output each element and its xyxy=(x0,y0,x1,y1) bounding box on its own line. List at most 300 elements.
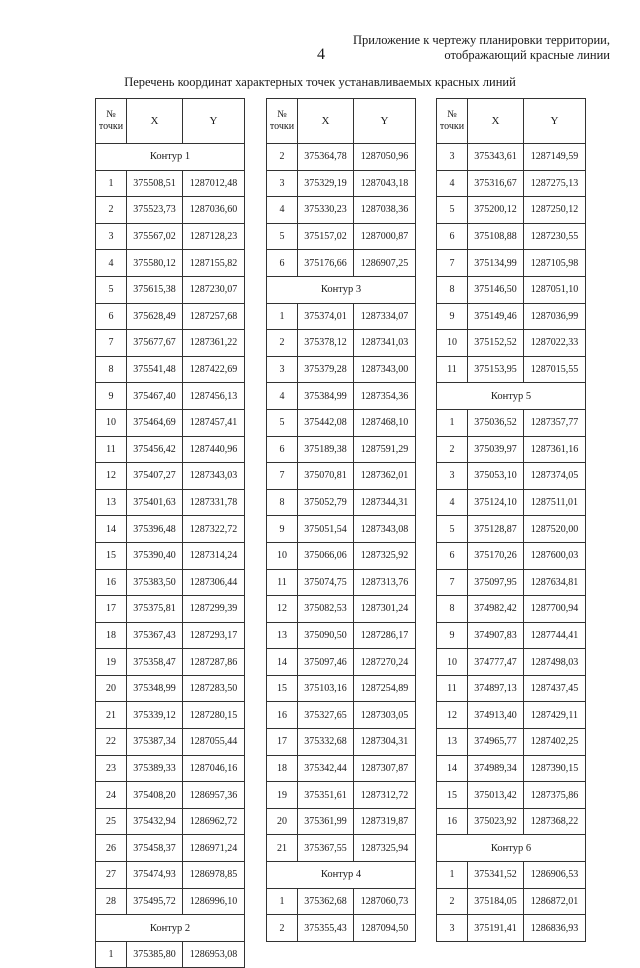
y-coordinate: 1287700,94 xyxy=(524,596,586,623)
point-number: 20 xyxy=(267,808,298,835)
y-coordinate: 1287275,13 xyxy=(524,170,586,197)
point-number: 10 xyxy=(267,542,298,569)
point-number: 3 xyxy=(437,144,468,171)
x-coordinate: 375379,28 xyxy=(298,356,354,383)
table-row xyxy=(96,888,245,915)
y-coordinate: 1287270,24 xyxy=(354,649,416,676)
y-coordinate: 1287230,07 xyxy=(183,276,245,303)
table-row xyxy=(96,862,245,889)
contour-label: Контур 1 xyxy=(96,144,245,171)
table-row xyxy=(437,888,586,915)
point-number: 8 xyxy=(437,596,468,623)
table-row xyxy=(267,542,416,569)
table-row xyxy=(267,755,416,782)
coordinates-table-column-1 xyxy=(95,98,245,968)
table-row xyxy=(267,409,416,436)
table-row xyxy=(437,702,586,729)
point-number: 19 xyxy=(267,782,298,809)
y-coordinate: 1287283,50 xyxy=(183,675,245,702)
y-coordinate: 1287361,16 xyxy=(524,436,586,463)
point-number: 15 xyxy=(437,782,468,809)
x-coordinate: 375103,16 xyxy=(298,675,354,702)
x-coordinate: 375389,33 xyxy=(127,755,183,782)
table-row xyxy=(96,675,245,702)
x-coordinate: 375361,99 xyxy=(298,808,354,835)
table-row xyxy=(96,197,245,224)
x-coordinate: 375367,55 xyxy=(298,835,354,862)
y-coordinate: 1287343,03 xyxy=(183,463,245,490)
x-coordinate: 375184,05 xyxy=(468,888,524,915)
point-number: 6 xyxy=(267,250,298,277)
x-coordinate: 375615,38 xyxy=(127,276,183,303)
table-row xyxy=(267,436,416,463)
y-coordinate: 1287511,01 xyxy=(524,489,586,516)
point-number: 17 xyxy=(96,596,127,623)
x-coordinate: 375677,67 xyxy=(127,330,183,357)
y-coordinate: 1287022,33 xyxy=(524,330,586,357)
x-coordinate: 375153,95 xyxy=(468,356,524,383)
y-coordinate: 1287304,31 xyxy=(354,729,416,756)
x-coordinate: 375358,47 xyxy=(127,649,183,676)
y-coordinate: 1287331,78 xyxy=(183,489,245,516)
point-number: 11 xyxy=(267,569,298,596)
point-number: 19 xyxy=(96,649,127,676)
point-number: 1 xyxy=(437,409,468,436)
y-coordinate: 1287313,76 xyxy=(354,569,416,596)
table-row xyxy=(267,197,416,224)
y-coordinate: 1286907,25 xyxy=(354,250,416,277)
point-number: 1 xyxy=(96,941,127,968)
header-point-number: № точки xyxy=(437,99,468,144)
x-coordinate: 375374,01 xyxy=(298,303,354,330)
x-coordinate: 375052,79 xyxy=(298,489,354,516)
table-row xyxy=(437,330,586,357)
y-coordinate: 1287468,10 xyxy=(354,409,416,436)
table-row xyxy=(437,596,586,623)
contour-row xyxy=(267,276,416,303)
table-row xyxy=(267,223,416,250)
x-coordinate: 375191,41 xyxy=(468,915,524,942)
y-coordinate: 1286906,53 xyxy=(524,862,586,889)
x-coordinate: 375375,81 xyxy=(127,596,183,623)
table-row xyxy=(96,702,245,729)
y-coordinate: 1287390,15 xyxy=(524,755,586,782)
contour-label: Контур 6 xyxy=(437,835,586,862)
table-row xyxy=(96,622,245,649)
point-number: 21 xyxy=(267,835,298,862)
point-number: 1 xyxy=(96,170,127,197)
table-row xyxy=(437,356,586,383)
table-row xyxy=(267,782,416,809)
point-number: 3 xyxy=(437,915,468,942)
y-coordinate: 1287036,99 xyxy=(524,303,586,330)
x-coordinate: 375330,23 xyxy=(298,197,354,224)
table-row xyxy=(437,755,586,782)
point-number: 6 xyxy=(437,223,468,250)
x-coordinate: 375456,42 xyxy=(127,436,183,463)
point-number: 9 xyxy=(267,516,298,543)
y-coordinate: 1287000,87 xyxy=(354,223,416,250)
y-coordinate: 1287344,31 xyxy=(354,489,416,516)
y-coordinate: 1287456,13 xyxy=(183,383,245,410)
contour-row xyxy=(437,835,586,862)
table-row xyxy=(267,356,416,383)
y-coordinate: 1286957,36 xyxy=(183,782,245,809)
table-row xyxy=(437,649,586,676)
y-coordinate: 1287043,18 xyxy=(354,170,416,197)
x-coordinate: 374913,40 xyxy=(468,702,524,729)
x-coordinate: 375036,52 xyxy=(468,409,524,436)
y-coordinate: 1287050,96 xyxy=(354,144,416,171)
point-number: 3 xyxy=(437,463,468,490)
table-row xyxy=(267,569,416,596)
y-coordinate: 1287402,25 xyxy=(524,729,586,756)
x-coordinate: 375351,61 xyxy=(298,782,354,809)
y-coordinate: 1287319,87 xyxy=(354,808,416,835)
point-number: 18 xyxy=(267,755,298,782)
y-coordinate: 1287520,00 xyxy=(524,516,586,543)
coordinates-table-column-3 xyxy=(436,98,586,942)
y-coordinate: 1286836,93 xyxy=(524,915,586,942)
x-coordinate: 375467,40 xyxy=(127,383,183,410)
table-row xyxy=(267,835,416,862)
y-coordinate: 1287634,81 xyxy=(524,569,586,596)
contour-row xyxy=(96,144,245,171)
x-coordinate: 375316,67 xyxy=(468,170,524,197)
point-number: 17 xyxy=(267,729,298,756)
page-number: 4 xyxy=(317,46,325,63)
header-line-1: Приложение к чертежу планировки территории, xyxy=(352,33,610,47)
y-coordinate: 1287343,08 xyxy=(354,516,416,543)
coordinates-table xyxy=(266,98,416,942)
table-row xyxy=(437,170,586,197)
y-coordinate: 1287287,86 xyxy=(183,649,245,676)
table-row xyxy=(437,250,586,277)
x-coordinate: 375378,12 xyxy=(298,330,354,357)
table-row xyxy=(267,463,416,490)
point-number: 1 xyxy=(437,862,468,889)
y-coordinate: 1287440,96 xyxy=(183,436,245,463)
y-coordinate: 1286872,01 xyxy=(524,888,586,915)
coordinates-table xyxy=(436,98,586,942)
x-coordinate: 375401,63 xyxy=(127,489,183,516)
table-header-row xyxy=(267,99,416,144)
y-coordinate: 1286962,72 xyxy=(183,808,245,835)
table-row xyxy=(96,383,245,410)
point-number: 2 xyxy=(96,197,127,224)
point-number: 14 xyxy=(96,516,127,543)
y-coordinate: 1287334,07 xyxy=(354,303,416,330)
contour-label: Контур 5 xyxy=(437,383,586,410)
table-row xyxy=(96,303,245,330)
y-coordinate: 1287060,73 xyxy=(354,888,416,915)
x-coordinate: 375039,97 xyxy=(468,436,524,463)
x-coordinate: 375157,02 xyxy=(298,223,354,250)
x-coordinate: 375383,50 xyxy=(127,569,183,596)
point-number: 1 xyxy=(267,303,298,330)
y-coordinate: 1286971,24 xyxy=(183,835,245,862)
table-row xyxy=(437,223,586,250)
point-number: 4 xyxy=(267,197,298,224)
y-coordinate: 1287038,36 xyxy=(354,197,416,224)
point-number: 24 xyxy=(96,782,127,809)
y-coordinate: 1287299,39 xyxy=(183,596,245,623)
x-coordinate: 374897,13 xyxy=(468,675,524,702)
x-coordinate: 375134,99 xyxy=(468,250,524,277)
x-coordinate: 375342,44 xyxy=(298,755,354,782)
point-number: 7 xyxy=(437,250,468,277)
contour-row xyxy=(437,383,586,410)
table-row xyxy=(437,463,586,490)
x-coordinate: 375355,43 xyxy=(298,915,354,942)
table-row xyxy=(437,569,586,596)
point-number: 23 xyxy=(96,755,127,782)
table-row xyxy=(437,675,586,702)
point-number: 20 xyxy=(96,675,127,702)
point-number: 5 xyxy=(96,276,127,303)
x-coordinate: 375442,08 xyxy=(298,409,354,436)
contour-label: Контур 2 xyxy=(96,915,245,942)
table-row xyxy=(267,250,416,277)
point-number: 16 xyxy=(437,808,468,835)
table-row xyxy=(96,223,245,250)
contour-row xyxy=(96,915,245,942)
x-coordinate: 375341,52 xyxy=(468,862,524,889)
table-row xyxy=(267,303,416,330)
y-coordinate: 1287250,12 xyxy=(524,197,586,224)
point-number: 21 xyxy=(96,702,127,729)
table-row xyxy=(437,622,586,649)
point-number: 11 xyxy=(96,436,127,463)
x-coordinate: 374907,83 xyxy=(468,622,524,649)
y-coordinate: 1287230,55 xyxy=(524,223,586,250)
y-coordinate: 1287368,22 xyxy=(524,808,586,835)
x-coordinate: 375567,02 xyxy=(127,223,183,250)
x-coordinate: 375124,10 xyxy=(468,489,524,516)
x-coordinate: 375176,66 xyxy=(298,250,354,277)
table-row xyxy=(437,144,586,171)
y-coordinate: 1287105,98 xyxy=(524,250,586,277)
y-coordinate: 1287498,03 xyxy=(524,649,586,676)
y-coordinate: 1287306,44 xyxy=(183,569,245,596)
table-row xyxy=(267,915,416,942)
x-coordinate: 375495,72 xyxy=(127,888,183,915)
x-coordinate: 375329,19 xyxy=(298,170,354,197)
table-row xyxy=(96,649,245,676)
x-coordinate: 375097,95 xyxy=(468,569,524,596)
x-coordinate: 375523,73 xyxy=(127,197,183,224)
table-row xyxy=(96,489,245,516)
table-row xyxy=(96,569,245,596)
x-coordinate: 375327,65 xyxy=(298,702,354,729)
y-coordinate: 1287012,48 xyxy=(183,170,245,197)
point-number: 5 xyxy=(267,223,298,250)
y-coordinate: 1287357,77 xyxy=(524,409,586,436)
y-coordinate: 1287325,94 xyxy=(354,835,416,862)
table-header-row xyxy=(437,99,586,144)
x-coordinate: 375146,50 xyxy=(468,276,524,303)
table-row xyxy=(96,516,245,543)
table-row xyxy=(437,197,586,224)
table-row xyxy=(267,808,416,835)
x-coordinate: 374777,47 xyxy=(468,649,524,676)
point-number: 13 xyxy=(267,622,298,649)
table-row xyxy=(437,436,586,463)
y-coordinate: 1287361,22 xyxy=(183,330,245,357)
point-number: 10 xyxy=(437,649,468,676)
x-coordinate: 375384,99 xyxy=(298,383,354,410)
y-coordinate: 1287600,03 xyxy=(524,542,586,569)
table-row xyxy=(437,276,586,303)
coordinates-table-column-2 xyxy=(266,98,416,942)
y-coordinate: 1287322,72 xyxy=(183,516,245,543)
header-x: X xyxy=(298,99,354,144)
y-coordinate: 1287314,24 xyxy=(183,542,245,569)
point-number: 13 xyxy=(96,489,127,516)
y-coordinate: 1287286,17 xyxy=(354,622,416,649)
point-number: 15 xyxy=(96,542,127,569)
header-y: Y xyxy=(524,99,586,144)
point-number: 1 xyxy=(267,888,298,915)
x-coordinate: 375339,12 xyxy=(127,702,183,729)
y-coordinate: 1287254,89 xyxy=(354,675,416,702)
point-number: 27 xyxy=(96,862,127,889)
x-coordinate: 375396,48 xyxy=(127,516,183,543)
y-coordinate: 1286996,10 xyxy=(183,888,245,915)
point-number: 11 xyxy=(437,356,468,383)
y-coordinate: 1287341,03 xyxy=(354,330,416,357)
table-row xyxy=(267,649,416,676)
point-number: 4 xyxy=(437,170,468,197)
table-row xyxy=(267,383,416,410)
point-number: 6 xyxy=(96,303,127,330)
point-number: 7 xyxy=(96,330,127,357)
table-row xyxy=(267,729,416,756)
point-number: 10 xyxy=(437,330,468,357)
point-number: 4 xyxy=(437,489,468,516)
table-row xyxy=(96,276,245,303)
point-number: 18 xyxy=(96,622,127,649)
table-row xyxy=(267,596,416,623)
x-coordinate: 375149,46 xyxy=(468,303,524,330)
header-y: Y xyxy=(183,99,245,144)
y-coordinate: 1287303,05 xyxy=(354,702,416,729)
table-row xyxy=(96,782,245,809)
header-line-2: отображающий красные линии xyxy=(444,48,610,62)
table-row xyxy=(96,835,245,862)
y-coordinate: 1287046,16 xyxy=(183,755,245,782)
table-row xyxy=(437,489,586,516)
x-coordinate: 375108,88 xyxy=(468,223,524,250)
x-coordinate: 375407,27 xyxy=(127,463,183,490)
header-point-number: № точки xyxy=(96,99,127,144)
point-number: 14 xyxy=(437,755,468,782)
x-coordinate: 375364,78 xyxy=(298,144,354,171)
x-coordinate: 375390,40 xyxy=(127,542,183,569)
table-row xyxy=(96,356,245,383)
table-row xyxy=(267,330,416,357)
table-row xyxy=(437,729,586,756)
point-number: 4 xyxy=(267,383,298,410)
point-number: 9 xyxy=(96,383,127,410)
y-coordinate: 1287149,59 xyxy=(524,144,586,171)
x-coordinate: 374989,34 xyxy=(468,755,524,782)
header-x: X xyxy=(127,99,183,144)
x-coordinate: 375053,10 xyxy=(468,463,524,490)
x-coordinate: 375408,20 xyxy=(127,782,183,809)
point-number: 6 xyxy=(267,436,298,463)
x-coordinate: 375348,99 xyxy=(127,675,183,702)
table-row xyxy=(96,330,245,357)
point-number: 2 xyxy=(437,888,468,915)
point-number: 5 xyxy=(267,409,298,436)
x-coordinate: 375332,68 xyxy=(298,729,354,756)
x-coordinate: 375090,50 xyxy=(298,622,354,649)
x-coordinate: 375387,34 xyxy=(127,729,183,756)
table-row xyxy=(96,596,245,623)
point-number: 5 xyxy=(437,516,468,543)
y-coordinate: 1287362,01 xyxy=(354,463,416,490)
x-coordinate: 375628,49 xyxy=(127,303,183,330)
table-header-row xyxy=(96,99,245,144)
point-number: 13 xyxy=(437,729,468,756)
x-coordinate: 375051,54 xyxy=(298,516,354,543)
table-row xyxy=(437,915,586,942)
y-coordinate: 1287312,72 xyxy=(354,782,416,809)
x-coordinate: 375170,26 xyxy=(468,542,524,569)
y-coordinate: 1287036,60 xyxy=(183,197,245,224)
point-number: 14 xyxy=(267,649,298,676)
y-coordinate: 1287051,10 xyxy=(524,276,586,303)
point-number: 28 xyxy=(96,888,127,915)
table-row xyxy=(437,782,586,809)
x-coordinate: 375343,61 xyxy=(468,144,524,171)
y-coordinate: 1287155,82 xyxy=(183,250,245,277)
point-number: 9 xyxy=(437,303,468,330)
point-number: 2 xyxy=(267,915,298,942)
document-title: Перечень координат характерных точек устанавливаемых красных линий xyxy=(124,75,516,89)
point-number: 16 xyxy=(96,569,127,596)
x-coordinate: 375066,06 xyxy=(298,542,354,569)
table-row xyxy=(96,729,245,756)
table-row xyxy=(267,888,416,915)
x-coordinate: 375580,12 xyxy=(127,250,183,277)
table-row xyxy=(96,941,245,968)
x-coordinate: 375458,37 xyxy=(127,835,183,862)
point-number: 3 xyxy=(96,223,127,250)
table-row xyxy=(96,463,245,490)
x-coordinate: 375013,42 xyxy=(468,782,524,809)
y-coordinate: 1287422,69 xyxy=(183,356,245,383)
x-coordinate: 374982,42 xyxy=(468,596,524,623)
point-number: 3 xyxy=(267,170,298,197)
y-coordinate: 1286953,08 xyxy=(183,941,245,968)
y-coordinate: 1287437,45 xyxy=(524,675,586,702)
table-row xyxy=(96,170,245,197)
y-coordinate: 1287591,29 xyxy=(354,436,416,463)
y-coordinate: 1287354,36 xyxy=(354,383,416,410)
x-coordinate: 375541,48 xyxy=(127,356,183,383)
header-point-number: № точки xyxy=(267,99,298,144)
contour-label: Контур 3 xyxy=(267,276,416,303)
x-coordinate: 375128,87 xyxy=(468,516,524,543)
x-coordinate: 375097,46 xyxy=(298,649,354,676)
table-row xyxy=(96,409,245,436)
y-coordinate: 1287301,24 xyxy=(354,596,416,623)
y-coordinate: 1287457,41 xyxy=(183,409,245,436)
point-number: 7 xyxy=(267,463,298,490)
y-coordinate: 1287343,00 xyxy=(354,356,416,383)
